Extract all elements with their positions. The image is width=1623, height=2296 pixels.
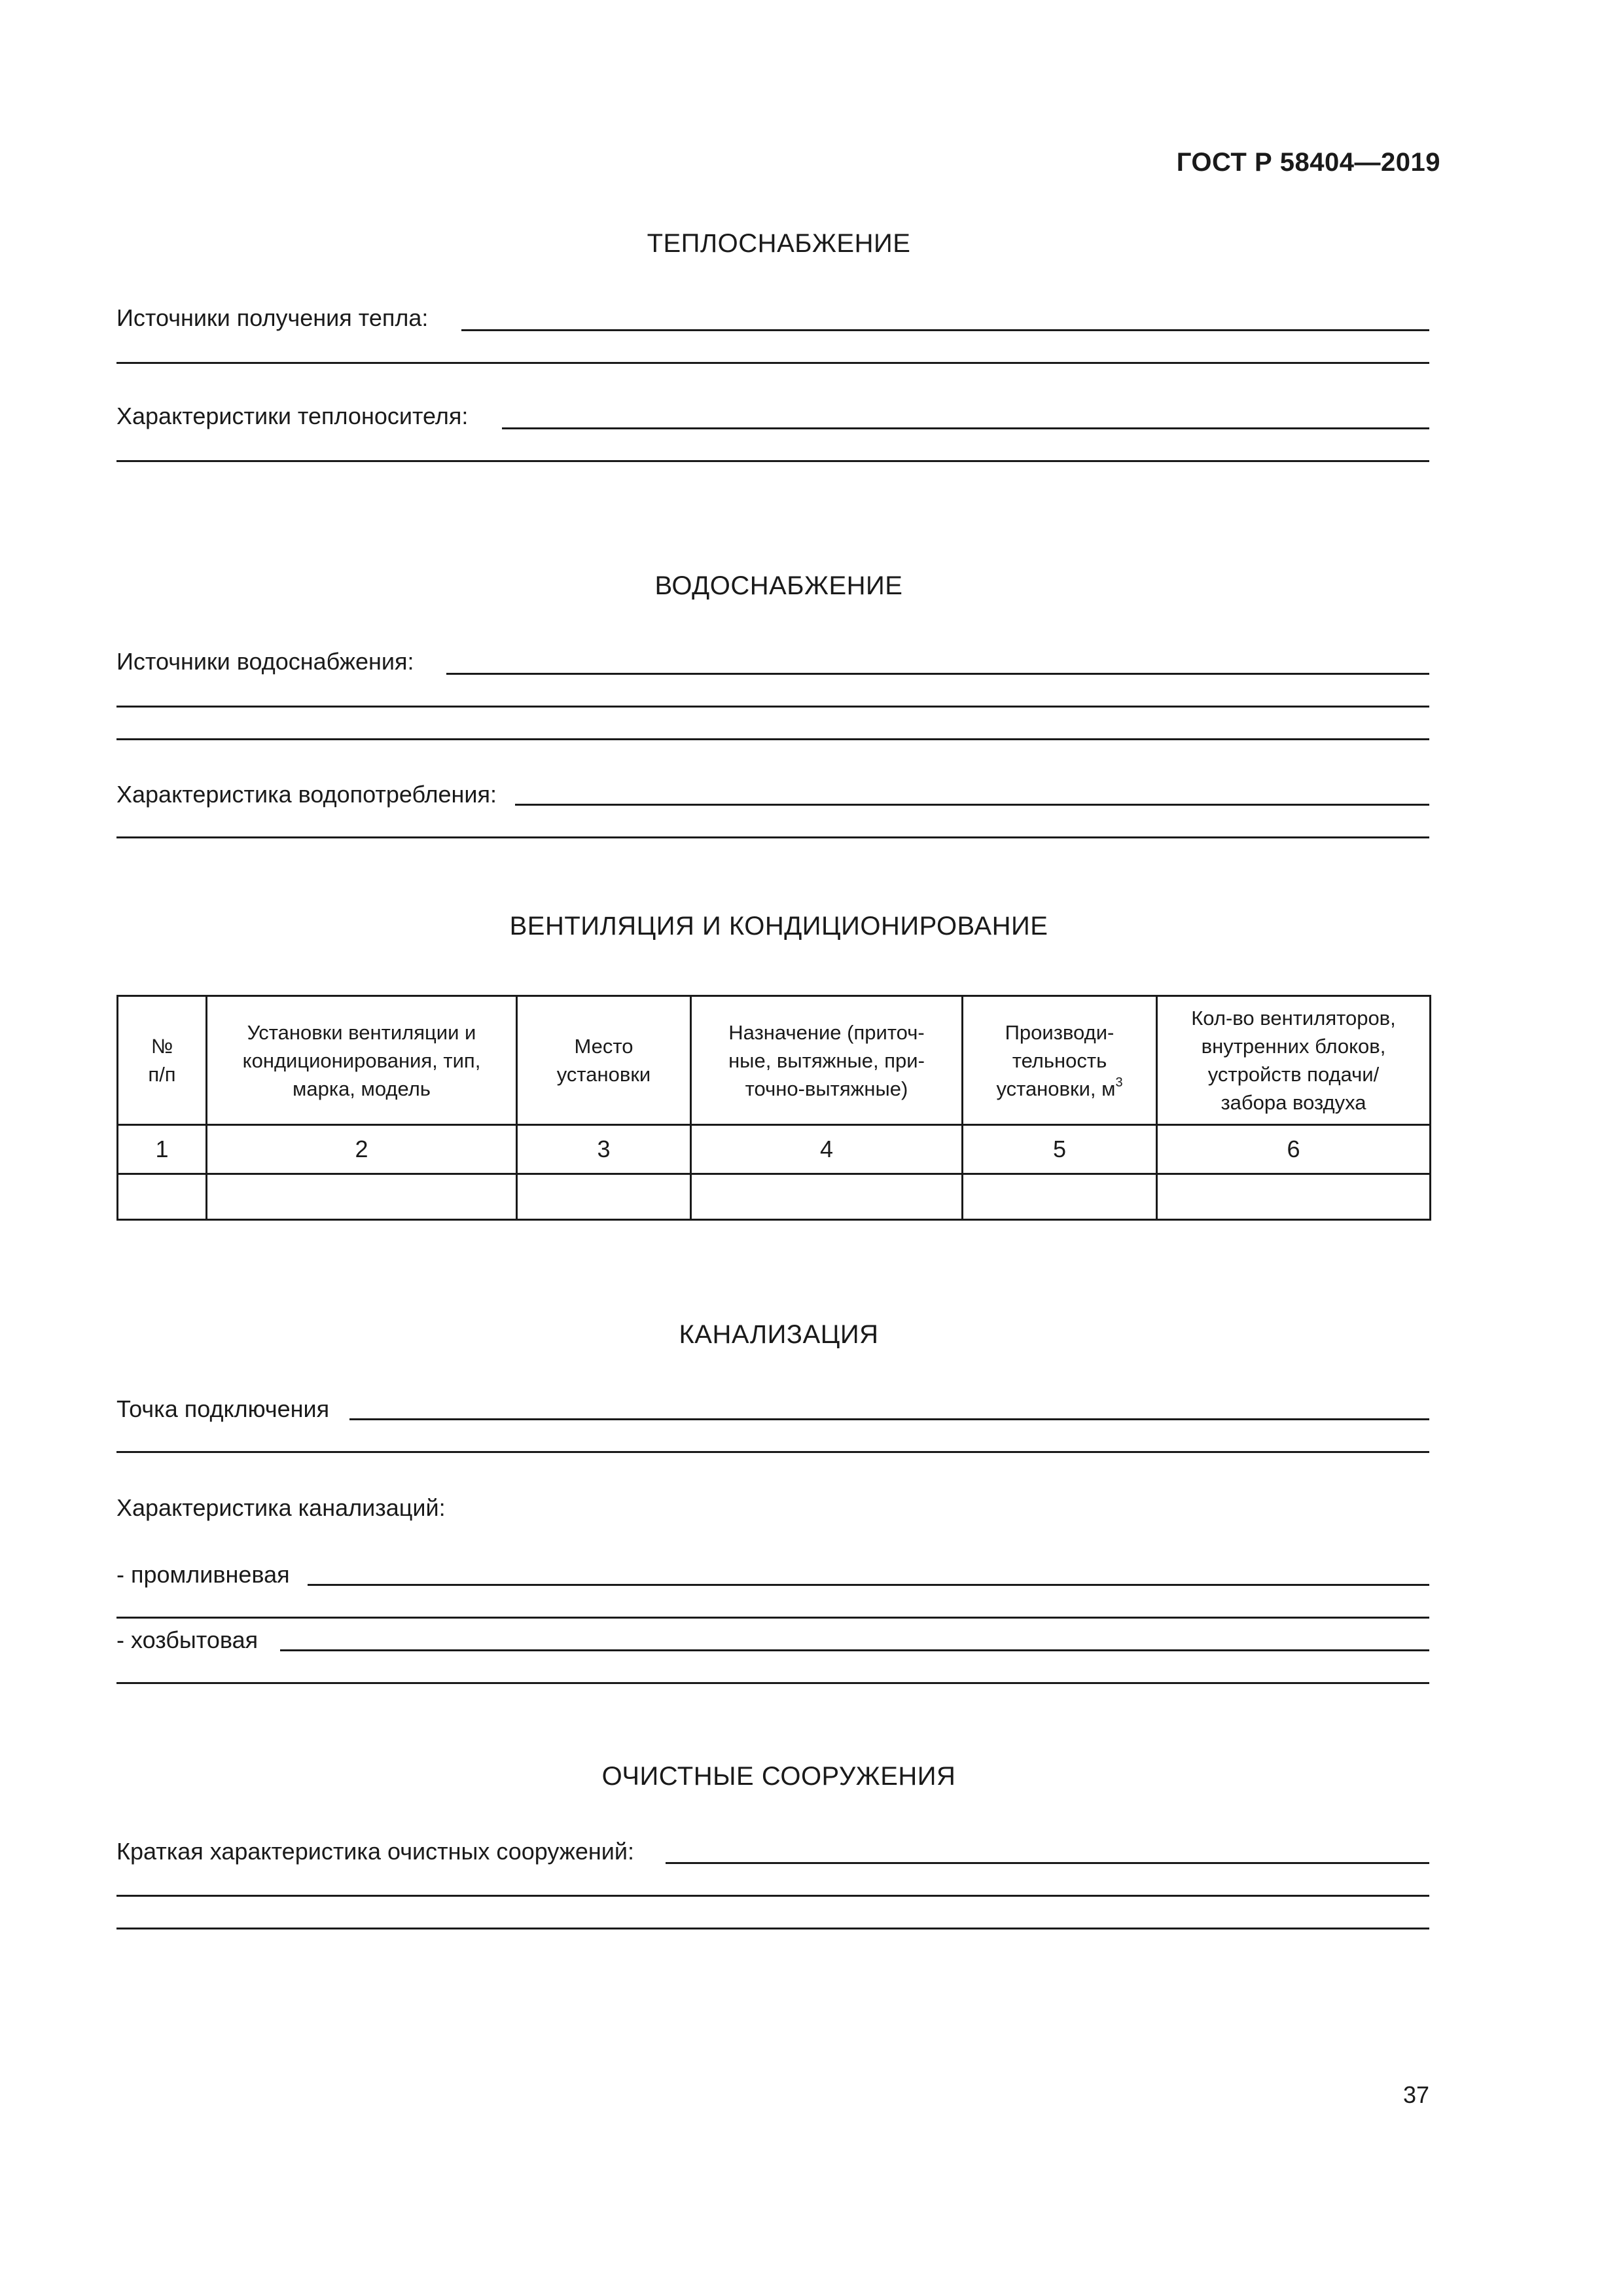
column-header — [963, 996, 1157, 1125]
sewer-characteristics-label: Характеристика канализаций: — [116, 1494, 446, 1521]
connection-point-field[interactable] — [349, 1418, 1429, 1420]
section-title-water: ВОДОСНАБЖЕНИЕ — [654, 571, 903, 600]
water-consumption-field-line-2[interactable] — [116, 836, 1429, 838]
heat-sources-field-line-2[interactable] — [116, 362, 1429, 364]
column-header-text: № п/п — [148, 1035, 176, 1086]
column-header-text: Производи- тельность установки, м — [996, 1020, 1116, 1100]
section-title-ventilation: ВЕНТИЛЯЦИЯ И КОНДИЦИОНИРОВАНИЕ — [509, 912, 1048, 941]
industrial-storm-label: - промливневая — [116, 1561, 290, 1588]
table-cell[interactable] — [517, 1174, 691, 1220]
water-sources-field-line-3[interactable] — [116, 738, 1429, 740]
unit-superscript: 3 — [1115, 1075, 1123, 1090]
column-number: 3 — [517, 1125, 691, 1174]
connection-point-label: Точка подключения — [116, 1395, 330, 1422]
domestic-field[interactable] — [280, 1649, 1429, 1651]
column-number: 6 — [1157, 1125, 1431, 1174]
table-row — [118, 1174, 1431, 1220]
table-cell[interactable] — [1157, 1174, 1431, 1220]
industrial-storm-field-line-2[interactable] — [116, 1617, 1429, 1619]
document-code: ГОСТ Р 58404—2019 — [1176, 148, 1440, 177]
column-number: 5 — [963, 1125, 1157, 1174]
heat-sources-label: Источники получения тепла: — [116, 304, 429, 331]
treatment-summary-field[interactable] — [666, 1862, 1429, 1864]
table-cell[interactable] — [963, 1174, 1157, 1220]
column-header-text: Назначение (приточ- ные, вытяжные, при- точно-вытяжные) — [728, 1020, 925, 1100]
water-consumption-label: Характеристика водопотребления: — [116, 781, 497, 808]
column-header — [207, 996, 517, 1125]
connection-point-field-line-2[interactable] — [116, 1451, 1429, 1453]
table-header-row — [118, 996, 1431, 1125]
domestic-field-line-2[interactable] — [116, 1682, 1429, 1684]
column-header — [691, 996, 963, 1125]
table-cell[interactable] — [118, 1174, 207, 1220]
ventilation-table — [116, 995, 1431, 1221]
treatment-summary-label: Краткая характеристика очистных сооружений: — [116, 1838, 634, 1865]
water-sources-field-line-2[interactable] — [116, 706, 1429, 708]
water-sources-label: Источники водоснабжения: — [116, 648, 414, 675]
treatment-summary-field-line-2[interactable] — [116, 1895, 1429, 1897]
section-title-sewer: КАНАЛИЗАЦИЯ — [679, 1320, 879, 1349]
column-header — [118, 996, 207, 1125]
column-number: 2 — [207, 1125, 517, 1174]
table-cell[interactable] — [691, 1174, 963, 1220]
column-header-text: Кол-во вентиляторов, внутренних блоков, устройств подачи/ забора воздуха — [1191, 1007, 1396, 1114]
water-consumption-field[interactable] — [515, 804, 1429, 806]
column-header-text: Место установки — [556, 1035, 651, 1086]
column-number-row — [118, 1125, 1431, 1174]
industrial-storm-field[interactable] — [308, 1584, 1429, 1586]
coolant-label: Характеристики теплоносителя: — [116, 403, 469, 429]
water-sources-field[interactable] — [446, 673, 1429, 675]
coolant-field[interactable] — [502, 427, 1429, 429]
heat-sources-field[interactable] — [461, 329, 1429, 331]
domestic-label: - хозбытовая — [116, 1626, 259, 1653]
column-header — [517, 996, 691, 1125]
column-header — [1157, 996, 1431, 1125]
table-cell[interactable] — [207, 1174, 517, 1220]
column-header-text: Установки вентиляции и кондиционирования, тип, марка, модель — [242, 1020, 481, 1100]
coolant-field-line-2[interactable] — [116, 460, 1429, 462]
page-number: 37 — [1402, 2081, 1429, 2108]
treatment-summary-field-line-3[interactable] — [116, 1928, 1429, 1929]
column-number: 1 — [118, 1125, 207, 1174]
section-title-treatment: ОЧИСТНЫЕ СООРУЖЕНИЯ — [601, 1762, 956, 1791]
section-title-heat: ТЕПЛОСНАБЖЕНИЕ — [647, 229, 911, 258]
column-number: 4 — [691, 1125, 963, 1174]
